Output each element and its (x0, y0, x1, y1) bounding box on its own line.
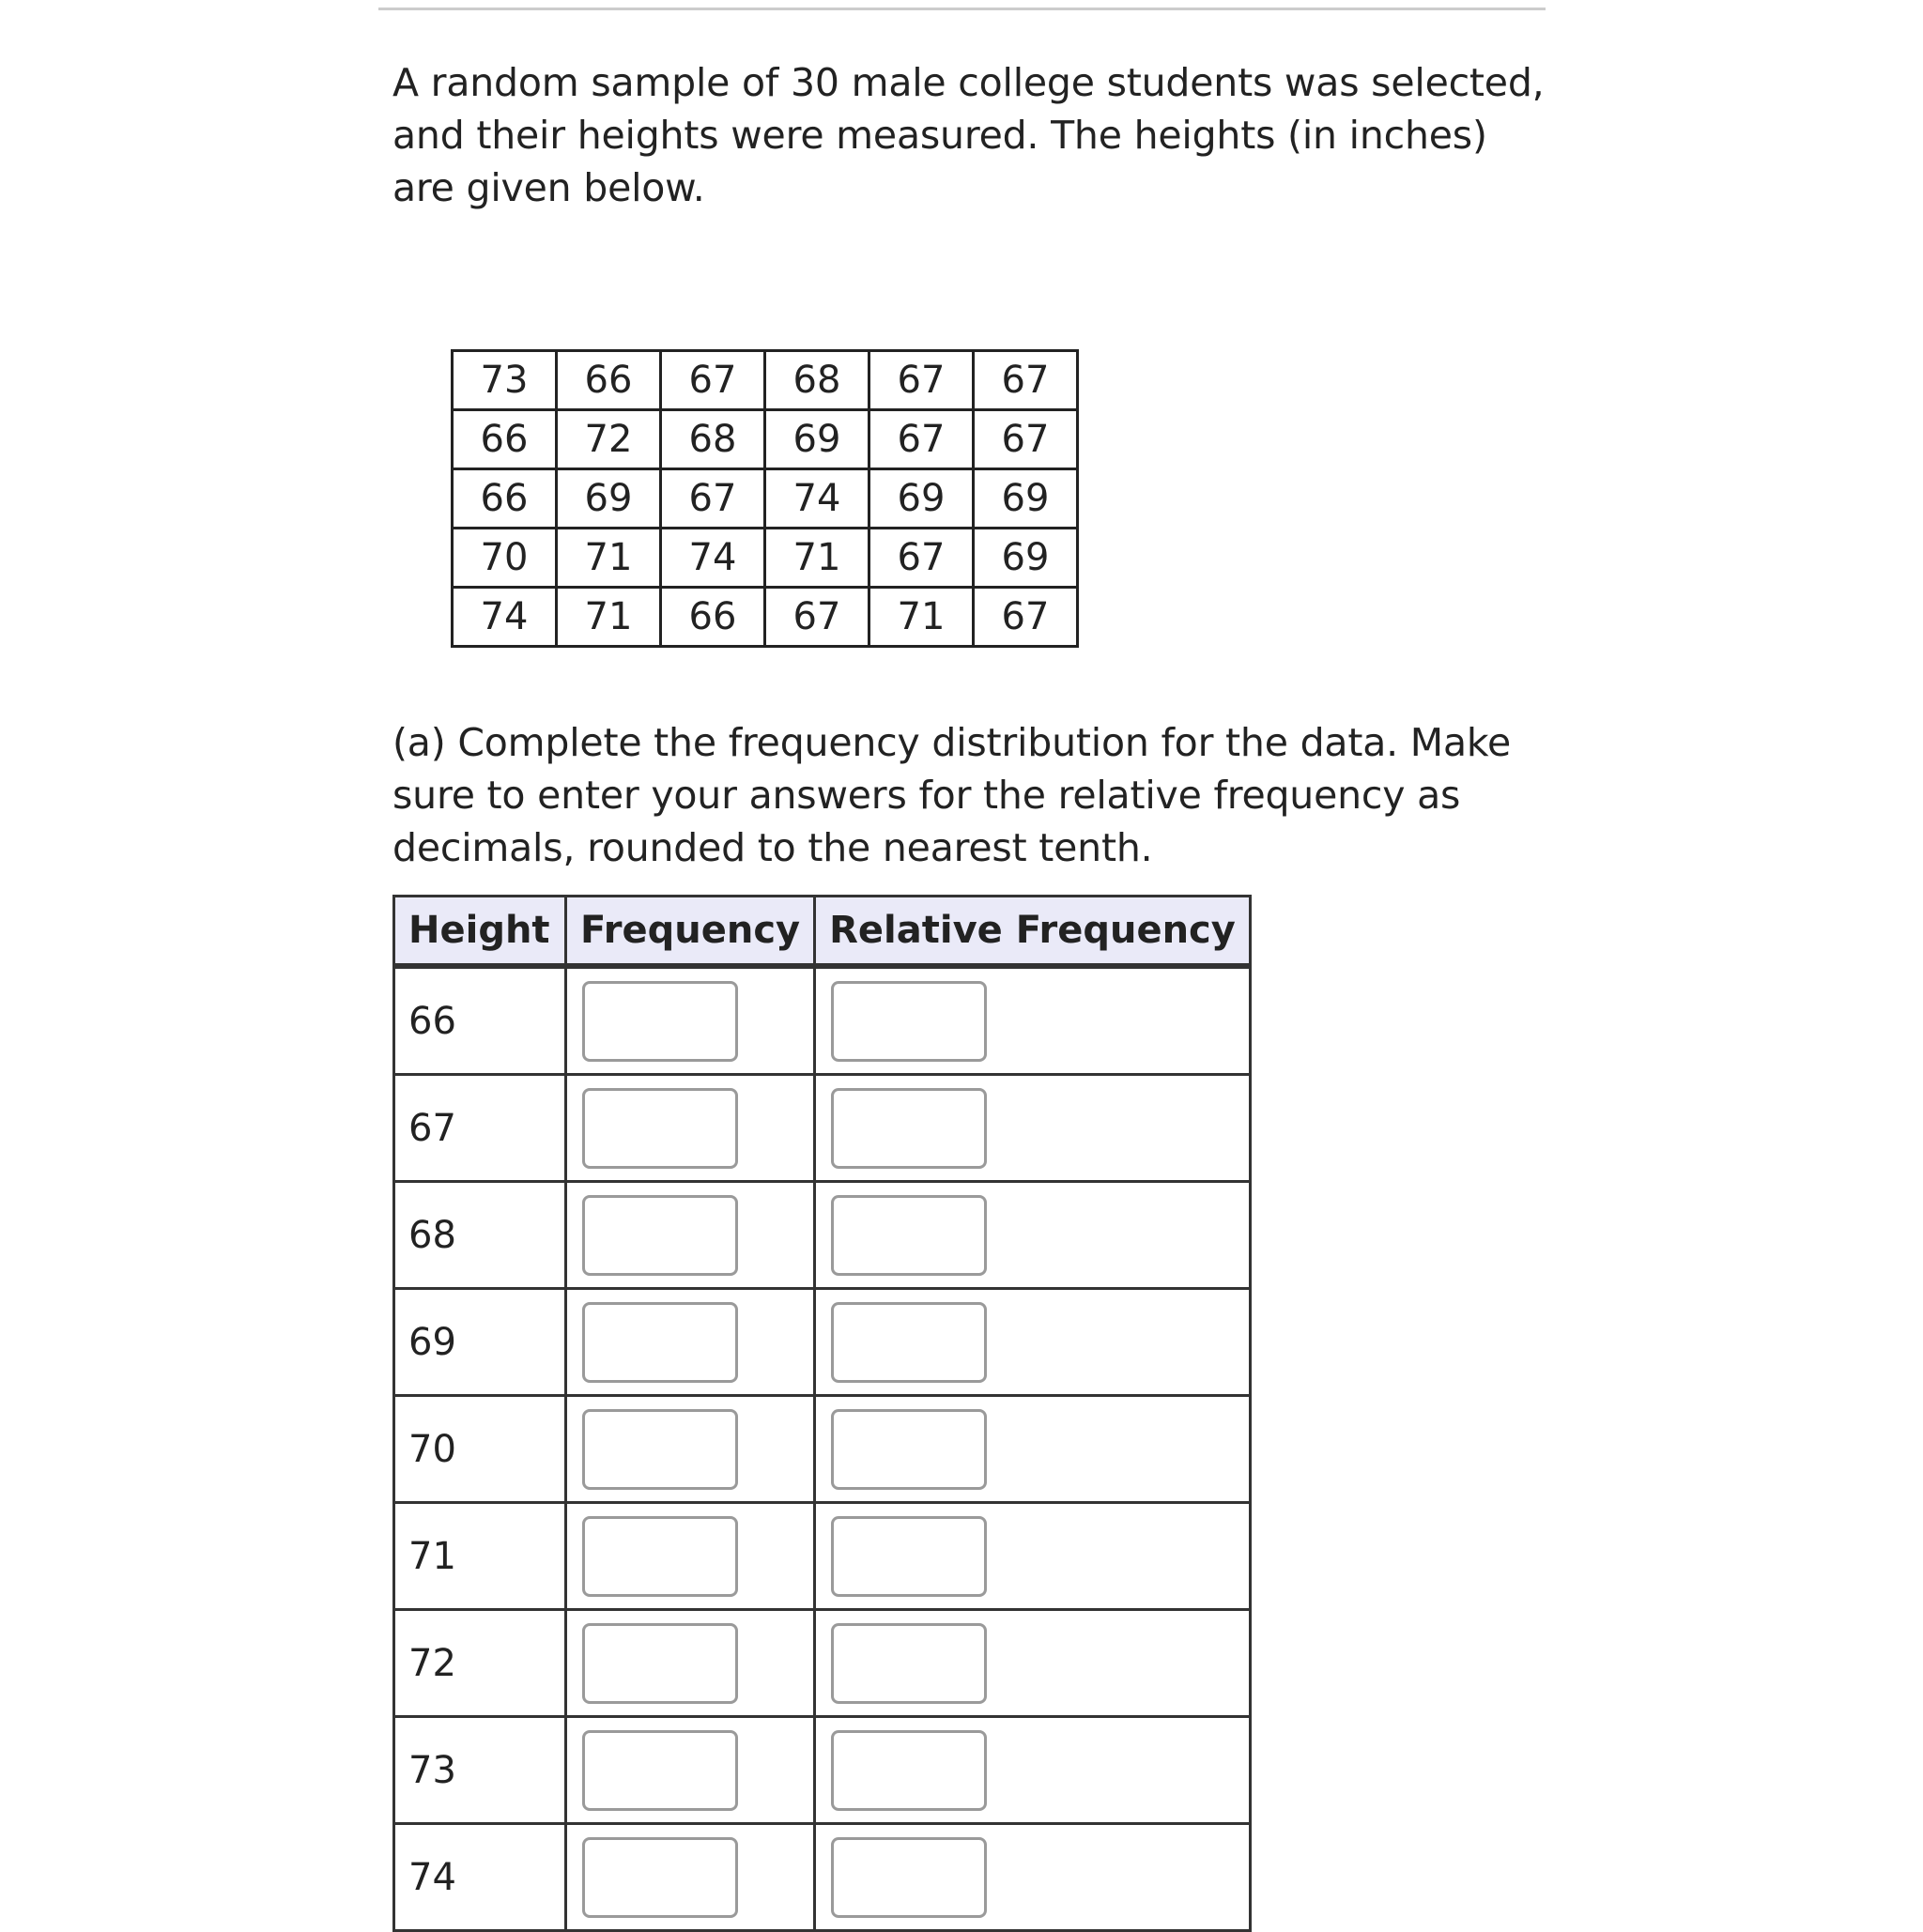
frequency-input-69[interactable] (582, 1302, 738, 1383)
frequency-cell (566, 1075, 815, 1182)
data-grid-cell: 67 (974, 351, 1078, 410)
relative-frequency-input-72[interactable] (831, 1623, 987, 1704)
relative-frequency-cell (815, 1824, 1251, 1931)
frequency-cell (566, 1824, 815, 1931)
relative-frequency-input-66[interactable] (831, 981, 987, 1062)
relative-frequency-cell (815, 1182, 1251, 1289)
frequency-input-70[interactable] (582, 1409, 738, 1490)
frequency-input-72[interactable] (582, 1623, 738, 1704)
frequency-row-70 (394, 1396, 1251, 1503)
height-value: 70 (394, 1396, 566, 1503)
data-grid-cell: 66 (453, 469, 557, 529)
frequency-row-72 (394, 1610, 1251, 1717)
header-frequency: Frequency (566, 897, 815, 967)
height-value: 73 (394, 1717, 566, 1824)
data-grid-cell: 72 (557, 410, 661, 469)
data-grid-cell: 69 (869, 469, 974, 529)
data-grid-cell: 74 (765, 469, 869, 529)
top-divider (378, 8, 1546, 10)
relative-frequency-input-71[interactable] (831, 1516, 987, 1597)
heights-data-table (451, 349, 1079, 648)
data-grid-row (453, 351, 1078, 410)
height-value: 67 (394, 1075, 566, 1182)
frequency-cell (566, 1610, 815, 1717)
relative-frequency-input-73[interactable] (831, 1730, 987, 1811)
frequency-row-66 (394, 966, 1251, 1075)
relative-frequency-cell (815, 1717, 1251, 1824)
frequency-input-67[interactable] (582, 1088, 738, 1169)
relative-frequency-input-69[interactable] (831, 1302, 987, 1383)
frequency-input-74[interactable] (582, 1837, 738, 1918)
frequency-row-73 (394, 1717, 1251, 1824)
height-value: 69 (394, 1289, 566, 1396)
frequency-cell (566, 1182, 815, 1289)
relative-frequency-cell (815, 1610, 1251, 1717)
frequency-row-74 (394, 1824, 1251, 1931)
data-grid-cell: 67 (869, 351, 974, 410)
height-value: 68 (394, 1182, 566, 1289)
data-grid-cell: 70 (453, 529, 557, 588)
data-grid-cell: 69 (765, 410, 869, 469)
data-grid-cell: 69 (974, 469, 1078, 529)
data-grid-row (453, 588, 1078, 647)
frequency-cell (566, 1717, 815, 1824)
frequency-input-68[interactable] (582, 1195, 738, 1276)
height-value: 71 (394, 1503, 566, 1610)
data-grid-cell: 69 (557, 469, 661, 529)
height-value: 74 (394, 1824, 566, 1931)
data-grid-cell: 71 (869, 588, 974, 647)
data-grid-cell: 71 (765, 529, 869, 588)
data-grid-cell: 66 (453, 410, 557, 469)
data-grid-cell: 67 (974, 588, 1078, 647)
data-grid-cell: 71 (557, 588, 661, 647)
relative-frequency-cell (815, 1075, 1251, 1182)
data-grid-row (453, 529, 1078, 588)
frequency-cell (566, 1396, 815, 1503)
header-height: Height (394, 897, 566, 967)
data-grid-cell: 66 (661, 588, 765, 647)
data-grid-cell: 66 (557, 351, 661, 410)
data-grid-cell: 67 (869, 529, 974, 588)
data-grid-row (453, 469, 1078, 529)
frequency-row-67 (394, 1075, 1251, 1182)
frequency-row-68 (394, 1182, 1251, 1289)
frequency-input-73[interactable] (582, 1730, 738, 1811)
frequency-cell (566, 1503, 815, 1610)
frequency-distribution-table (392, 895, 1252, 1932)
data-grid-row (453, 410, 1078, 469)
relative-frequency-input-67[interactable] (831, 1088, 987, 1169)
relative-frequency-input-68[interactable] (831, 1195, 987, 1276)
question-intro: A random sample of 30 male college students was selected, and their heights were measured. The heights (in inches) are given below. (392, 60, 1545, 210)
relative-frequency-input-74[interactable] (831, 1837, 987, 1918)
data-grid-cell: 73 (453, 351, 557, 410)
data-grid-cell: 67 (661, 469, 765, 529)
frequency-table-header-row (394, 897, 1251, 967)
relative-frequency-cell (815, 1289, 1251, 1396)
height-value: 72 (394, 1610, 566, 1717)
relative-frequency-cell (815, 1396, 1251, 1503)
frequency-input-71[interactable] (582, 1516, 738, 1597)
data-grid-cell: 68 (661, 410, 765, 469)
data-grid-cell: 67 (974, 410, 1078, 469)
frequency-cell (566, 966, 815, 1075)
relative-frequency-cell (815, 966, 1251, 1075)
frequency-row-71 (394, 1503, 1251, 1610)
frequency-cell (566, 1289, 815, 1396)
data-grid-cell: 67 (765, 588, 869, 647)
part-a-instructions: (a) Complete the frequency distribution for the data. Make sure to enter your answers for the relative frequency as decimals, rounded to the nearest tenth. (392, 720, 1511, 870)
data-grid-cell: 74 (453, 588, 557, 647)
data-grid-cell: 74 (661, 529, 765, 588)
height-value: 66 (394, 966, 566, 1075)
header-relative-frequency: Relative Frequency (815, 897, 1251, 967)
relative-frequency-cell (815, 1503, 1251, 1610)
data-grid-cell: 68 (765, 351, 869, 410)
data-grid-cell: 69 (974, 529, 1078, 588)
relative-frequency-input-70[interactable] (831, 1409, 987, 1490)
data-grid-cell: 67 (661, 351, 765, 410)
frequency-input-66[interactable] (582, 981, 738, 1062)
frequency-row-69 (394, 1289, 1251, 1396)
data-grid-cell: 67 (869, 410, 974, 469)
data-grid-cell: 71 (557, 529, 661, 588)
